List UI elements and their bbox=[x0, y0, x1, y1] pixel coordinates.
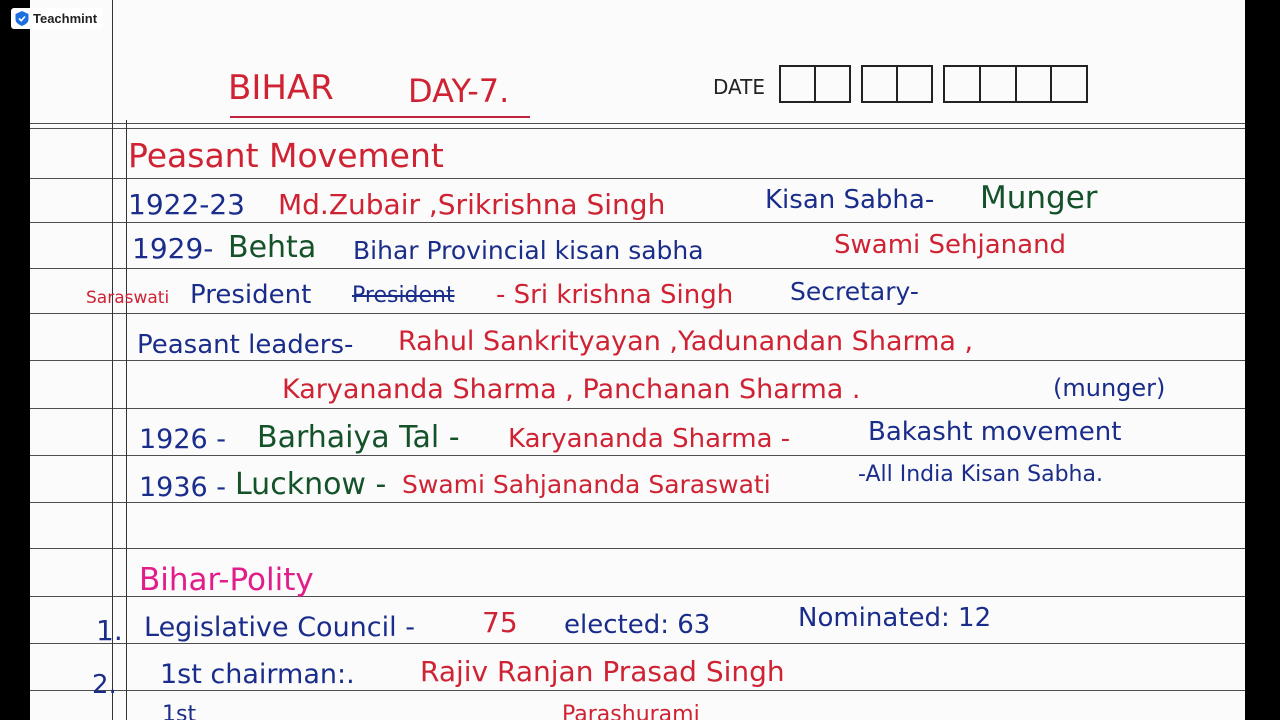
margin-line bbox=[112, 0, 113, 720]
polity-line1-nominated: Nominated: 12 bbox=[798, 603, 992, 633]
polity-line3-person: Parashurami bbox=[562, 702, 700, 720]
ruled-line bbox=[30, 123, 1245, 124]
margin-note: Saraswati bbox=[86, 288, 170, 308]
date-year-boxes bbox=[943, 65, 1088, 103]
polity-line1-label: Legislative Council - bbox=[144, 612, 415, 643]
ruled-line bbox=[30, 313, 1245, 314]
date-month-boxes bbox=[861, 65, 933, 103]
line7-person: Swami Sahjananda Saraswati bbox=[402, 470, 771, 499]
year-1926: 1926 - bbox=[139, 424, 227, 455]
ruled-line bbox=[30, 548, 1245, 549]
polity-line2-person: Rajiv Ranjan Prasad Singh bbox=[420, 655, 785, 688]
brand-name: Teachmint bbox=[33, 11, 98, 26]
line2-person: Swami Sehjanand bbox=[834, 230, 1067, 260]
line7-place: Lucknow - bbox=[235, 467, 387, 502]
teachmint-shield-icon bbox=[15, 11, 29, 26]
page-title-left: BIHAR bbox=[228, 68, 334, 108]
line1-people: Md.Zubair ,Srikrishna Singh bbox=[278, 188, 666, 221]
line5-people: Karyananda Sharma , Panchanan Sharma . bbox=[282, 374, 861, 405]
polity-line1-elected: elected: 63 bbox=[564, 610, 711, 640]
line3-person: - Sri krishna Singh bbox=[496, 280, 734, 310]
margin-line bbox=[126, 120, 127, 720]
ruled-line bbox=[30, 408, 1245, 409]
title-underline bbox=[230, 116, 530, 118]
line3-struck-word: President bbox=[352, 283, 455, 308]
item-number-1: 1. bbox=[96, 614, 123, 647]
line3-role2: Secretary- bbox=[790, 277, 919, 306]
item-number-2: 2. bbox=[92, 670, 117, 700]
line1-org: Kisan Sabha- bbox=[765, 185, 935, 215]
ruled-line bbox=[30, 455, 1245, 456]
line4-label: Peasant leaders- bbox=[137, 330, 354, 360]
line3-role: President bbox=[190, 280, 312, 310]
section-heading-peasant-movement: Peasant Movement bbox=[128, 136, 444, 175]
line2-place: Behta bbox=[228, 230, 317, 265]
notebook-page bbox=[30, 0, 1245, 720]
line7-org: -All India Kisan Sabha. bbox=[858, 462, 1103, 487]
ruled-line bbox=[30, 178, 1245, 179]
ruled-line bbox=[30, 222, 1245, 223]
ruled-line bbox=[30, 268, 1245, 269]
page-title-right: DAY-7. bbox=[408, 72, 510, 110]
polity-line1-total: 75 bbox=[482, 606, 518, 639]
line6-movement: Bakasht movement bbox=[868, 417, 1122, 447]
line6-place: Barhaiya Tal - bbox=[257, 420, 460, 455]
year-1936: 1936 - bbox=[139, 472, 227, 503]
date-label: DATE bbox=[713, 75, 766, 99]
line6-person: Karyananda Sharma - bbox=[508, 424, 791, 454]
ruled-line bbox=[30, 643, 1245, 644]
line4-people: Rahul Sankrityayan ,Yadunandan Sharma , bbox=[398, 326, 974, 357]
polity-line2-label: 1st chairman:. bbox=[160, 659, 355, 690]
ruled-line bbox=[30, 128, 1245, 129]
line2-org: Bihar Provincial kisan sabha bbox=[353, 236, 704, 265]
polity-line3-label: 1st bbox=[162, 702, 197, 720]
year-1929: 1929- bbox=[132, 232, 214, 265]
line1-place: Munger bbox=[980, 180, 1098, 216]
line5-place: (munger) bbox=[1053, 374, 1166, 402]
ruled-line bbox=[30, 360, 1245, 361]
ruled-line bbox=[30, 690, 1245, 691]
teachmint-watermark bbox=[11, 8, 103, 29]
year-1922: 1922-23 bbox=[128, 188, 245, 221]
date-day-boxes bbox=[779, 65, 851, 103]
section-heading-bihar-polity: Bihar-Polity bbox=[139, 562, 314, 598]
